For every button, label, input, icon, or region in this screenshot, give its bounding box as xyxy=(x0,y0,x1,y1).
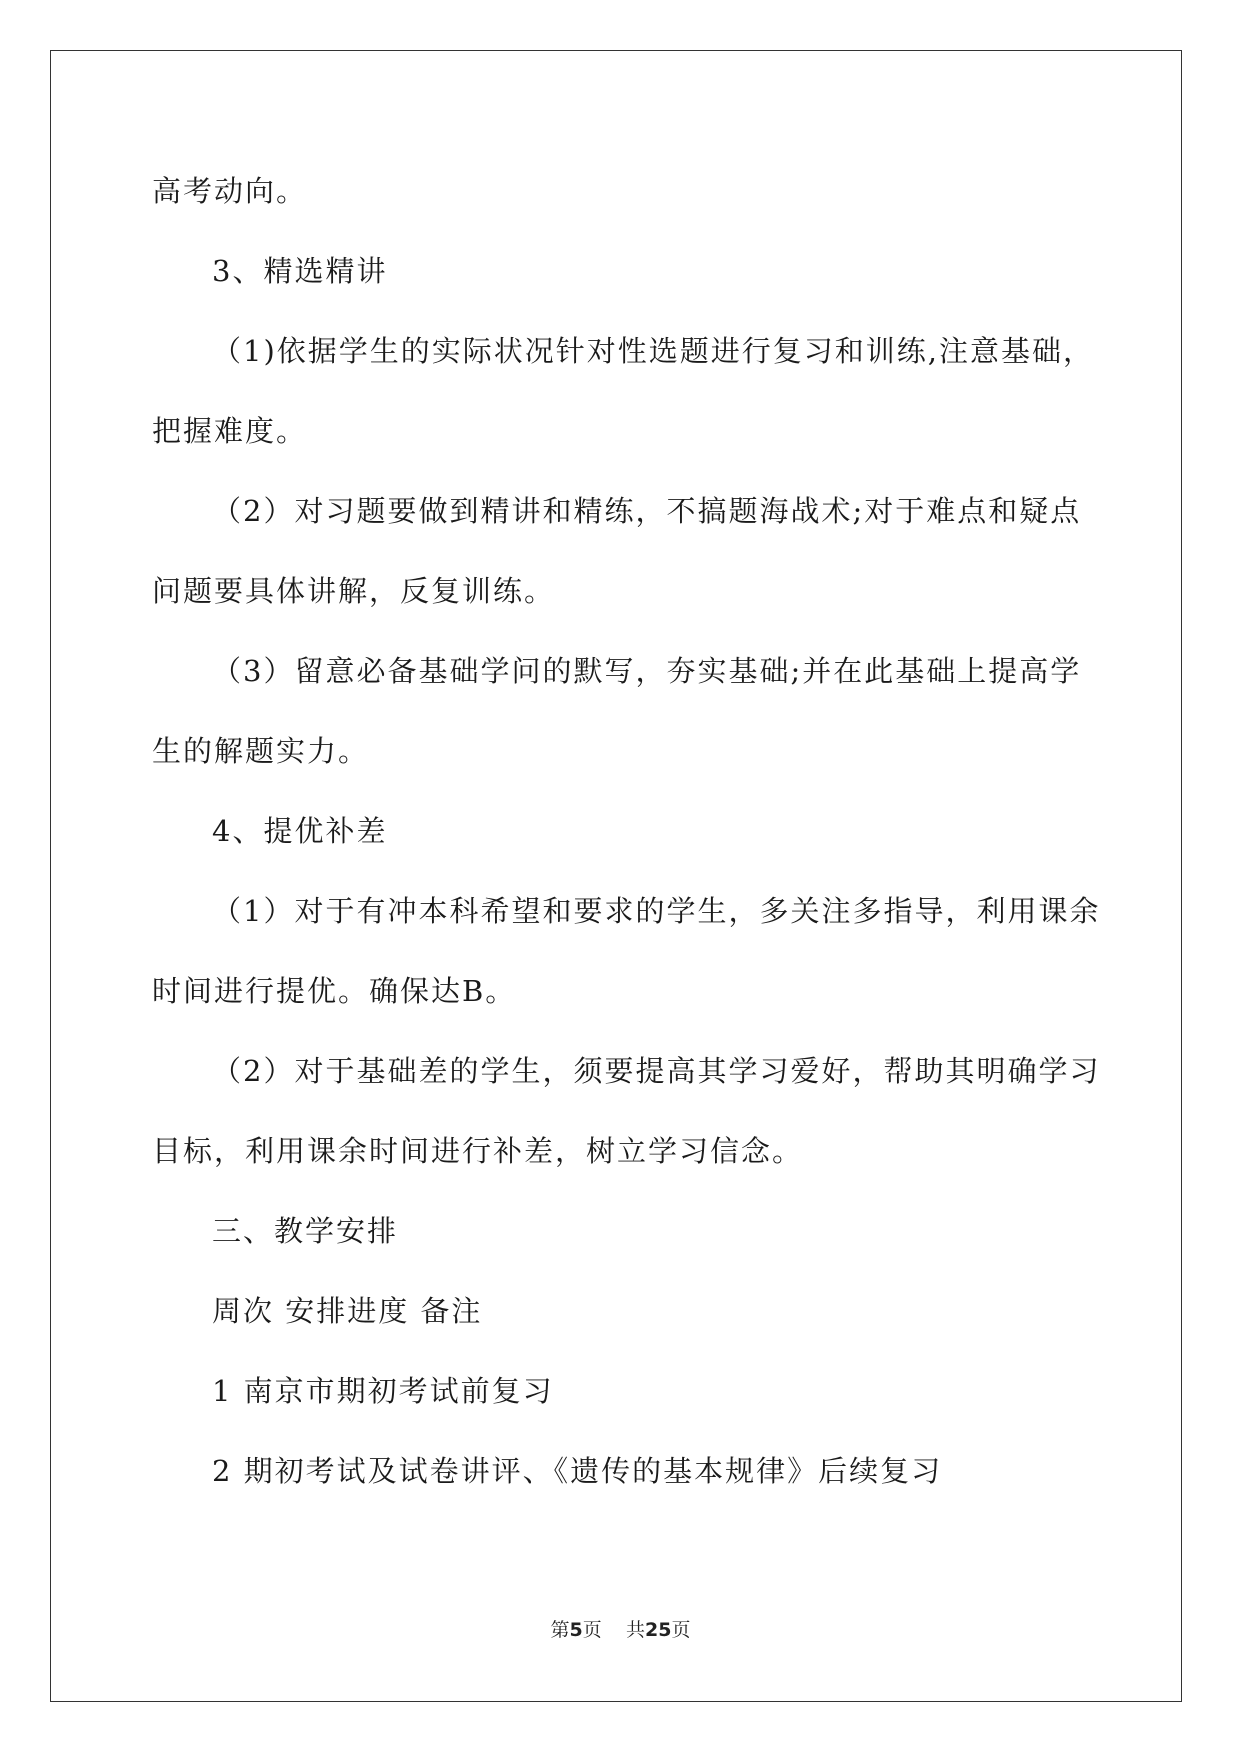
page-number: 5 xyxy=(569,1619,583,1641)
text-line: 目标，利用课余时间进行补差，树立学习信念。 xyxy=(152,1134,804,1168)
text-line: 时间进行提优。确保达B。 xyxy=(152,974,517,1008)
text-line: （1）对于有冲本科希望和要求的学生，多关注多指导，利用课余 xyxy=(212,894,1101,928)
footer-total-prefix: 共 xyxy=(625,1619,645,1641)
text-line: （2）对习题要做到精讲和精练，不搞题海战术;对于难点和疑点 xyxy=(212,494,1082,528)
schedule-header: 周次 安排进度 备注 xyxy=(212,1294,483,1328)
footer-page-suffix: 页 xyxy=(582,1619,602,1641)
text-line: 生的解题实力。 xyxy=(152,734,370,768)
section-heading: 三、教学安排 xyxy=(212,1214,399,1248)
text-line: （1)依据学生的实际状况针对性选题进行复习和训练,注意基础， xyxy=(212,334,1094,368)
schedule-row: 2 期初考试及试卷讲评、《遗传的基本规律》后续复习 xyxy=(212,1454,943,1488)
footer-total-suffix: 页 xyxy=(671,1619,691,1641)
section-heading: 3、精选精讲 xyxy=(212,254,388,288)
text-line: （2）对于基础差的学生，须要提高其学习爱好，帮助其明确学习 xyxy=(212,1054,1101,1088)
text-line: 高考动向。 xyxy=(152,174,308,208)
total-pages: 25 xyxy=(644,1619,672,1641)
text-line: 问题要具体讲解，反复训练。 xyxy=(152,574,556,608)
text-line: （3）留意必备基础学问的默写，夯实基础;并在此基础上提高学 xyxy=(212,654,1082,688)
schedule-row: 1 南京市期初考试前复习 xyxy=(212,1374,554,1408)
footer-prefix: 第 xyxy=(550,1619,570,1641)
section-heading: 4、提优补差 xyxy=(212,814,388,848)
page-footer xyxy=(0,1618,1241,1642)
text-line: 把握难度。 xyxy=(152,414,308,448)
